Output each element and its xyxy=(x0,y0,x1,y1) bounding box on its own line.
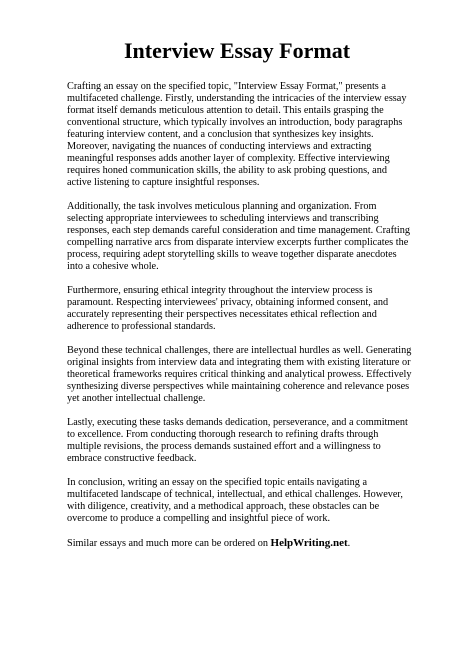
page-title: Interview Essay Format xyxy=(123,38,351,63)
paragraph-intellectual: Beyond these technical challenges, there are intellectual hurdles as well. Generating original insights from interview data and integrating them with existing literature or theoretical frameworks requires critical thinking and analytical prowess. Effectively synthesizing diverse perspectives while maintaining coherence and relevance poses yet another intellectual challenge. xyxy=(67,345,412,404)
paragraph-dedication: Lastly, executing these tasks demands dedication, perseverance, and a commitment to excellence. From conducting thorough research to refining drafts through multiple revisions, the process demands sustained effort and a willingness to embrace constructive feedback. xyxy=(67,417,408,464)
paragraph-planning: Additionally, the task involves meticulous planning and organization. From selecting appropriate interviewees to scheduling interviews and transcribing responses, each step demands careful consideration and time management. Crafting compelling narrative arcs from disparate interview excerpts further complicates the process, requiring adept storytelling skills to weave together disparate anecdotes into a cohesive whole. xyxy=(67,201,410,272)
brand-link[interactable]: HelpWriting.net xyxy=(270,537,348,549)
paragraph-intro: Crafting an essay on the specified topic, "Interview Essay Format," presents a multifaceted challenge. Firstly, understanding the intricacies of the interview essay format itself demands meticulous attention to detail. This entails grasping the conventional structure, which typically involves an introduction, body paragraphs featuring interview content, and a conclusion that synthesizes key insights. Moreover, navigating the nuances of conducting interviews and extracting meaningful responses adds another layer of complexity. Effective interviewing requires honed communication skills, the ability to ask probing questions, and active listening to capture insightful responses. xyxy=(67,81,407,188)
footer-prefix: Similar essays and much more can be ordered on xyxy=(67,538,271,549)
paragraph-ethics: Furthermore, ensuring ethical integrity throughout the interview process is paramount. Respecting interviewees' privacy, obtaining informed consent, and accurately representing their perspectives necessitates ethical reflection and adherence to professional standards. xyxy=(67,285,389,332)
footer-suffix: . xyxy=(347,538,351,549)
paragraph-conclusion: In conclusion, writing an essay on the specified topic entails navigating a multifaceted landscape of technical, intellectual, and ethical challenges. However, with diligence, creativity, and a methodical approach, these obstacles can be overcome to produce a compelling and insightful piece of work. xyxy=(67,477,403,524)
document-body xyxy=(67,81,412,562)
footer-note xyxy=(67,537,412,550)
